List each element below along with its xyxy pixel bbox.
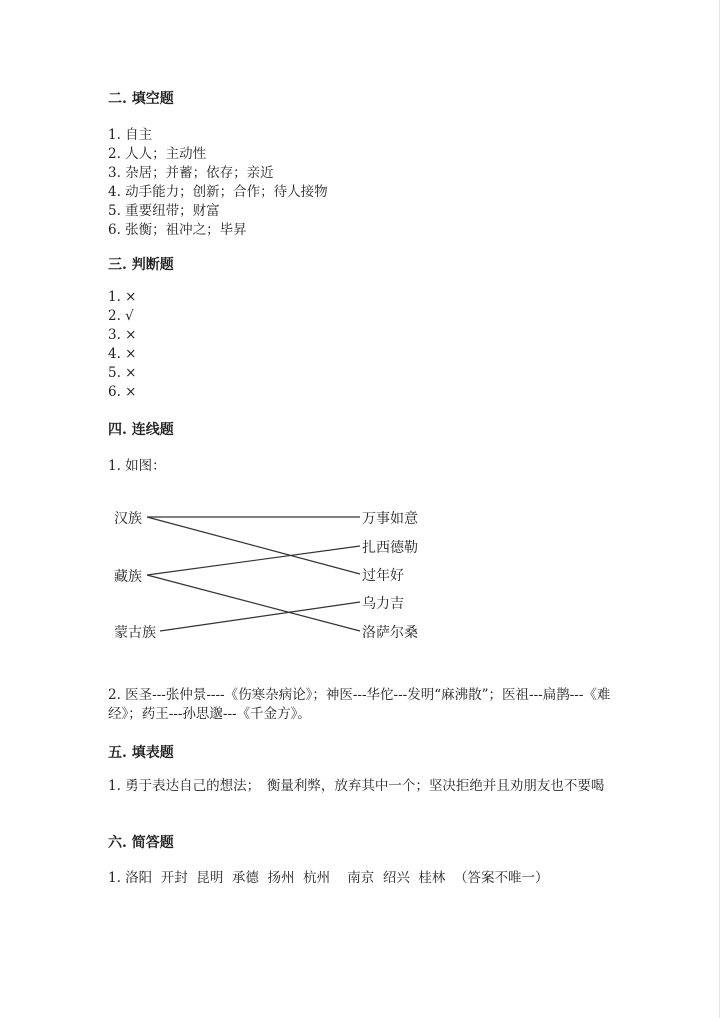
- answer-line: 2. 人人；主动性: [108, 146, 207, 162]
- answer-paragraph: 2. 医圣---张仲景----《伤寒杂病论》；神医---华佗---发明“麻沸散”；医祖---扁鹊---《难经》；药王---孙思邈---《千金方》。: [108, 687, 611, 722]
- answer-line: 1. 洛阳 开封 昆明 承德 扬州 杭州 南京 绍兴 桂林 （答案不唯一）: [108, 870, 549, 886]
- section-heading-fill-blank: 二. 填空题: [108, 91, 174, 107]
- answer-line: 3. ×: [108, 327, 137, 343]
- answer-paragraph: 1. 勇于表达自己的想法； 衡量利弊，放弃其中一个；坚决拒绝并且劝朋友也不要喝: [108, 778, 605, 794]
- section-heading-short-answer: 六. 简答题: [108, 835, 174, 851]
- match-right-label: 万事如意: [362, 511, 418, 527]
- match-right-label: 扎西德勒: [362, 540, 418, 556]
- section-heading-matching: 四. 连线题: [108, 422, 174, 438]
- answer-line: 2. √: [108, 308, 134, 324]
- match-right-label: 过年好: [362, 568, 404, 584]
- match-line: [147, 546, 360, 575]
- answer-line: 6. ×: [108, 384, 137, 400]
- match-left-label: 汉族: [114, 511, 142, 527]
- match-right-label: 洛萨尔桑: [362, 625, 418, 641]
- answer-line: 1. ×: [108, 289, 137, 305]
- section-heading-judge: 三. 判断题: [108, 257, 174, 273]
- match-right-label: 乌力吉: [362, 596, 404, 612]
- section-heading-table: 五. 填表题: [108, 745, 174, 761]
- match-left-label: 蒙古族: [114, 625, 156, 641]
- match-line: [147, 575, 360, 631]
- answer-line: 1. 自主: [108, 127, 153, 143]
- answer-line: 4. ×: [108, 346, 137, 362]
- answer-line: 1. 如图：: [108, 458, 166, 474]
- match-line: [160, 602, 360, 631]
- match-line: [147, 517, 360, 574]
- match-left-label: 藏族: [114, 569, 142, 585]
- answer-line: 3. 杂居；并蓄；依存；亲近: [108, 165, 274, 181]
- answer-line: 5. 重要纽带；财富: [108, 203, 220, 219]
- answer-line: 5. ×: [108, 365, 137, 381]
- answer-line: 6. 张衡；祖冲之；毕昇: [108, 222, 247, 238]
- answer-line: 4. 动手能力；创新；合作；待人接物: [108, 184, 328, 200]
